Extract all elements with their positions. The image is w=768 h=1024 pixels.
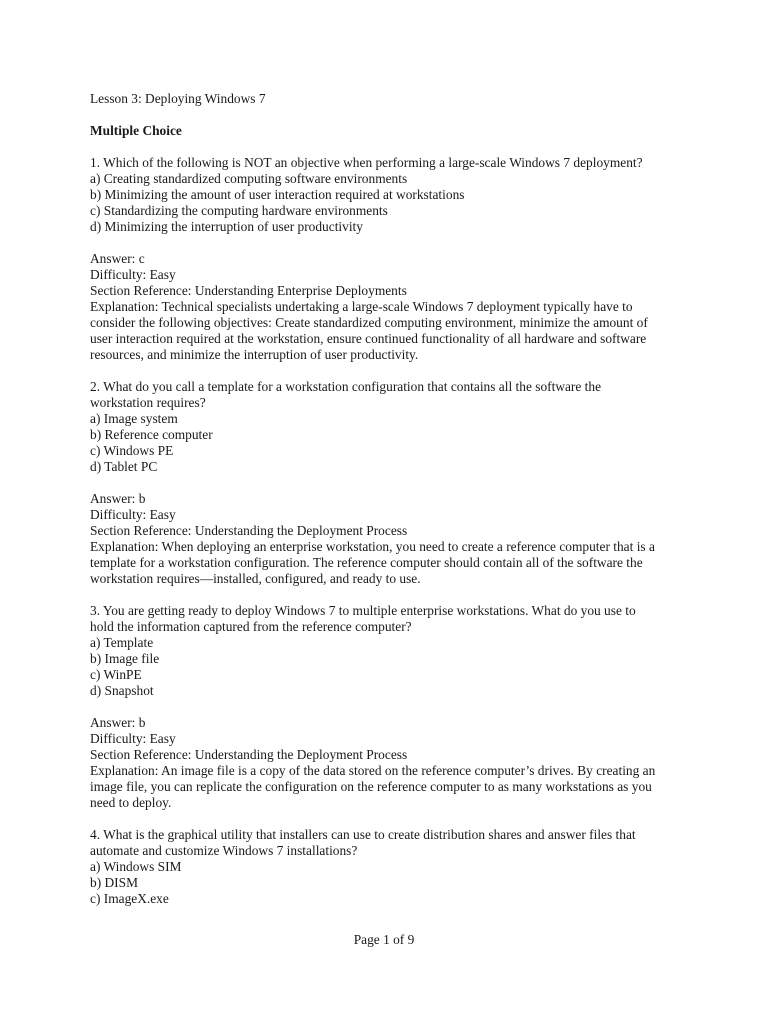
option-d: d) Snapshot [90,683,154,698]
question-3 [90,603,690,699]
explanation-line: user interaction required at the workstation, ensure continued functionality of all hardware and software [90,331,647,346]
answer-block-2 [90,491,690,587]
difficulty: Difficulty: Easy [90,267,176,282]
option-d: d) Minimizing the interruption of user productivity [90,219,363,234]
option-b: b) Image file [90,651,160,666]
question-text: workstation requires? [90,395,206,410]
answer-block-1 [90,251,690,363]
explanation-line: image file, you can replicate the configuration on the reference computer to as many workstations as you [90,779,652,794]
page-footer: Page 1 of 9 [353,932,415,947]
explanation-line: template for a workstation configuration. The reference computer should contain all of the software the [90,555,643,570]
option-a: a) Windows SIM [90,859,182,874]
question-2 [90,379,690,475]
answer-block-3 [90,715,690,811]
question-1 [90,155,690,235]
explanation-line: consider the following objectives: Create standardized computing environment, minimize the amount of [90,315,648,330]
section-heading: Multiple Choice [90,123,182,138]
answer: Answer: c [90,251,145,266]
option-b: b) Reference computer [90,427,213,442]
option-d: d) Tablet PC [90,459,158,474]
explanation-line: Explanation: An image file is a copy of the data stored on the reference computer’s drives. By creating an [90,763,656,778]
answer: Answer: b [90,715,146,730]
difficulty: Difficulty: Easy [90,507,176,522]
option-a: a) Template [90,635,154,650]
option-b: b) DISM [90,875,138,890]
explanation-line: need to deploy. [90,795,172,810]
option-a: a) Creating standardized computing software environments [90,171,408,186]
option-c: c) Windows PE [90,443,174,458]
option-c: c) ImageX.exe [90,891,169,906]
question-text: 4. What is the graphical utility that installers can use to create distribution shares and answer files that [90,827,636,842]
answer: Answer: b [90,491,146,506]
explanation-line: resources, and minimize the interruption of user productivity. [90,347,419,362]
explanation-line: workstation requires—installed, configured, and ready to use. [90,571,421,586]
option-c: c) Standardizing the computing hardware environments [90,203,388,218]
page-content [90,91,690,923]
explanation-line: Explanation: When deploying an enterprise workstation, you need to create a reference computer that is a [90,539,655,554]
section-reference: Section Reference: Understanding the Deployment Process [90,523,408,538]
document-title: Lesson 3: Deploying Windows 7 [90,91,266,106]
question-text: hold the information captured from the reference computer? [90,619,412,634]
question-4 [90,827,690,907]
question-text: 2. What do you call a template for a workstation configuration that contains all the software the [90,379,602,394]
difficulty: Difficulty: Easy [90,731,176,746]
option-b: b) Minimizing the amount of user interaction required at workstations [90,187,465,202]
question-text: 3. You are getting ready to deploy Windows 7 to multiple enterprise workstations. What do you use to [90,603,636,618]
question-text: 1. Which of the following is NOT an objective when performing a large-scale Windows 7 deployment? [90,155,643,170]
option-a: a) Image system [90,411,178,426]
explanation-line: Explanation: Technical specialists undertaking a large-scale Windows 7 deployment typically have to [90,299,633,314]
option-c: c) WinPE [90,667,142,682]
section-reference: Section Reference: Understanding the Deployment Process [90,747,408,762]
question-text: automate and customize Windows 7 installations? [90,843,358,858]
section-reference: Section Reference: Understanding Enterprise Deployments [90,283,407,298]
